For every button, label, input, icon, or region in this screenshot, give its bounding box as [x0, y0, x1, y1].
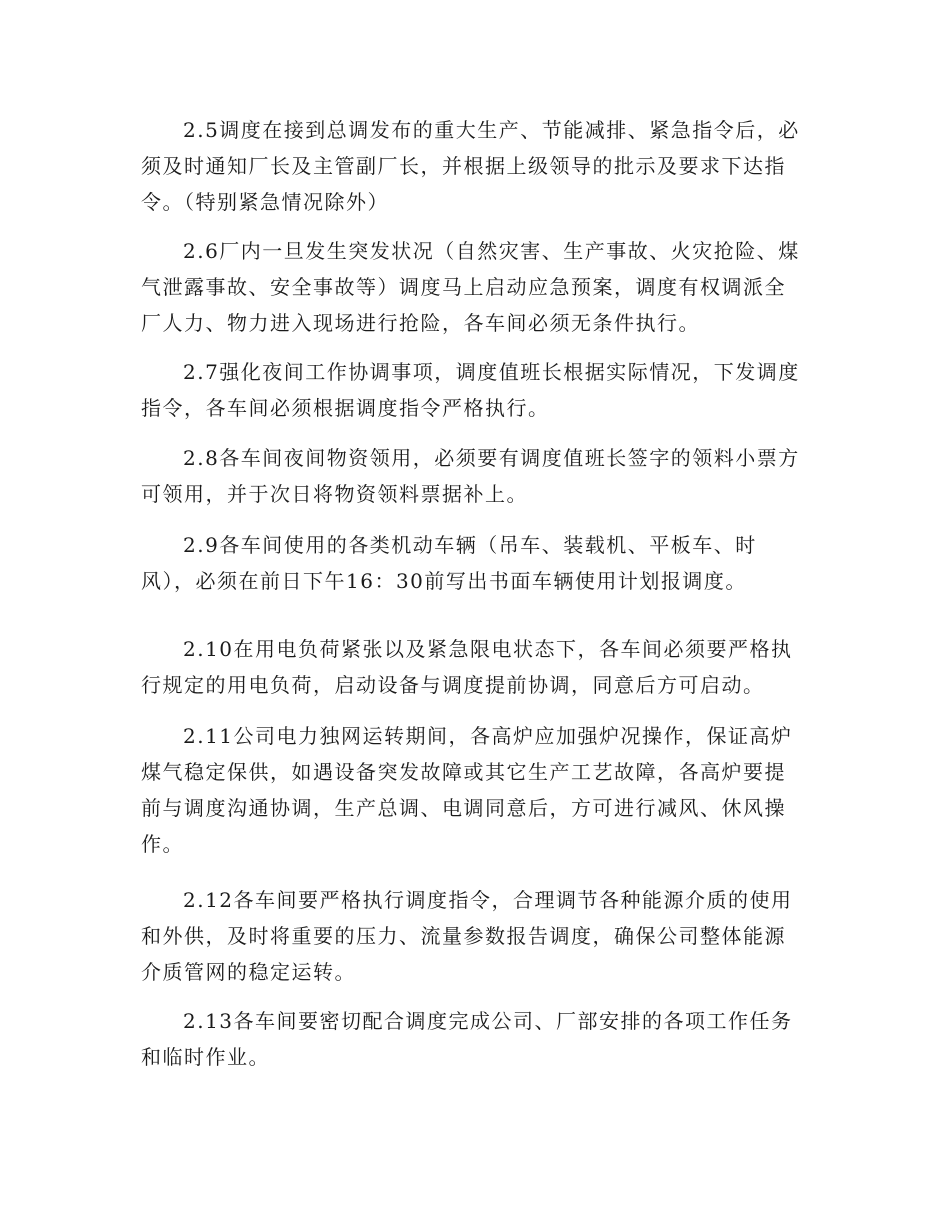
paragraph-2-9: [141, 527, 811, 599]
text-line: 指令，各车间必须根据调度指令严格执行。: [141, 396, 550, 420]
text-line: 介质管网的稳定运转。: [141, 960, 356, 984]
text-line: 令。（特别紧急情况除外）: [141, 190, 389, 214]
text-line: 可领用，并于次日将物资领料票据补上。: [141, 482, 528, 506]
text-line: 2.10在用电负荷紧张以及紧急限电状态下，各车间必须要严格执: [183, 637, 793, 661]
text-line: 前与调度沟通协调，生产总调、电调同意后，方可进行减风、休风操: [141, 796, 786, 820]
text-line: 煤气稳定保供，如遇设备突发故障或其它生产工艺故障，各高炉要提: [141, 760, 786, 784]
text-line: 2.7强化夜间工作协调事项，调度值班长根据实际情况，下发调度: [183, 360, 800, 384]
text-line: 2.6厂内一旦发生突发状况（自然灾害、生产事故、火灾抢险、煤: [183, 239, 800, 263]
text-line: 2.8各车间夜间物资领用，必须要有调度值班长签字的领料小票方: [183, 446, 800, 470]
paragraph-2-7: [141, 354, 811, 426]
text-line: 作。: [141, 832, 184, 856]
text-line: 和外供，及时将重要的压力、流量参数报告调度，确保公司整体能源: [141, 924, 786, 948]
paragraph-2-13: [141, 1003, 811, 1075]
paragraph-2-5: [141, 112, 811, 220]
text-line: 2.5调度在接到总调发布的重大生产、节能减排、紧急指令后，必: [183, 118, 800, 142]
text-line: 风），必须在前日下午16：30前写出书面车辆使用计划报调度。: [141, 569, 747, 593]
text-line: 行规定的用电负荷，启动设备与调度提前协调，同意后方可启动。: [141, 673, 765, 697]
paragraph-2-8: [141, 440, 811, 512]
text-line: 气泄露事故、安全事故等）调度马上启动应急预案，调度有权调派全: [141, 275, 786, 299]
text-line: 2.12各车间要严格执行调度指令，合理调节各种能源介质的使用: [183, 888, 793, 912]
text-line: 2.13各车间要密切配合调度完成公司、厂部安排的各项工作任务: [183, 1009, 793, 1033]
text-line: 须及时通知厂长及主管副厂长，并根据上级领导的批示及要求下达指: [141, 154, 786, 178]
paragraph-2-6: [141, 233, 811, 341]
paragraph-2-10: [141, 631, 811, 703]
text-line: 厂人力、物力进入现场进行抢险，各车间必须无条件执行。: [141, 311, 700, 335]
text-line: 和临时作业。: [141, 1045, 270, 1069]
text-line: 2.11公司电力独网运转期间，各高炉应加强炉况操作，保证高炉: [183, 724, 793, 748]
paragraph-2-12: [141, 882, 811, 990]
text-line: 2.9各车间使用的各类机动车辆（吊车、装载机、平板车、时: [183, 533, 757, 557]
paragraph-2-11: [141, 718, 811, 862]
